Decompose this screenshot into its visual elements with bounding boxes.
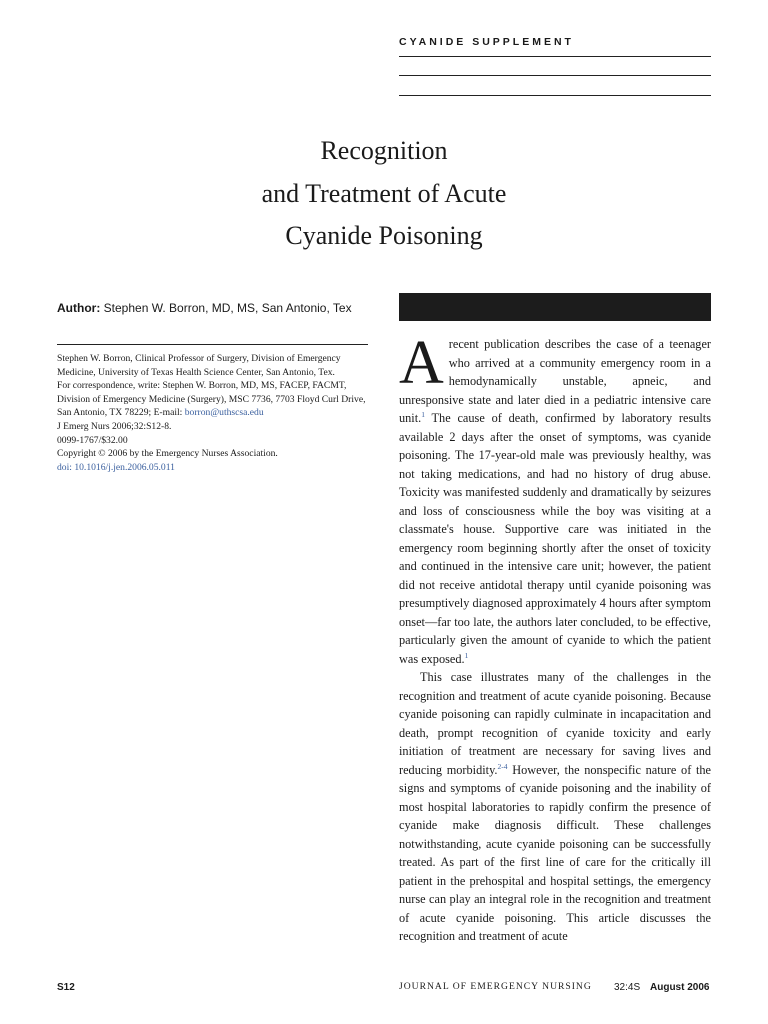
- article-body: [399, 329, 711, 946]
- correspondence-text: For correspondence, write: Stephen W. Borron, MD, MS, FACEP, FACMT, Division of Emergency Medicine (Surgery), MSC 7736, 7703 Floyd Curl Drive, San Antonio, TX 78229; E-mail:: [57, 380, 366, 419]
- title-line-3: Cyanide Poisoning: [285, 221, 483, 250]
- reference-link[interactable]: 2-4: [497, 761, 508, 771]
- reference-link[interactable]: 1: [464, 650, 469, 660]
- doi-link[interactable]: doi: 10.1016/j.jen.2006.05.011: [57, 461, 175, 473]
- p2-text-b: However, the nonspecific nature of the signs and symptoms of cyanide poisoning and the inability of most hospital laboratories to rapidly confirm the presence of cyanide make diagnosis difficult. These challenges notwithstanding, acute cyanide poisoning can be successfully treated. As part of the first line of care for the critically ill patient in the prehospital and hospital settings, the emergency nurse can play an integral role in the recognition and treatment of acute cyanide poisoning. This article discusses the recognition and treatment of acute: [399, 762, 711, 943]
- correspondence: [57, 379, 369, 420]
- email-link[interactable]: borron@uthscsa.edu: [184, 407, 264, 419]
- p2-text-a: This case illustrates many of the challenges in the recognition and treatment of acute cyanide poisoning. Because cyanide poisoning can rapidly culminate in incapacitation and death, prompt recognition of cyanide toxicity and early initiation of treatment are necessary for saving lives and reducing morbidity.: [399, 670, 711, 777]
- article-title: [0, 130, 768, 258]
- author-bio: Stephen W. Borron, Clinical Professor of Surgery, Division of Emergency Medicine, University of Texas Health Science Center, San Antonio, Tex.: [57, 353, 341, 378]
- author-label: Author:: [57, 301, 101, 315]
- issue-date: August 2006: [650, 982, 710, 993]
- header-rule-1: [399, 56, 711, 57]
- journal-name: JOURNAL OF EMERGENCY NURSING: [399, 981, 592, 992]
- author-name: Stephen W. Borron, MD, MS, San Antonio, Tex: [103, 301, 352, 315]
- author-rule: [57, 344, 368, 345]
- header-rule-2: [399, 75, 711, 76]
- p1-text-a: recent publication describes the case of a teenager who arrived at a community emergency room in a hemodynamically unstable, apneic, and unresponsive state and later died in a pediatric intensive care unit.: [399, 337, 711, 425]
- volume-issue: 32:4S: [614, 982, 641, 993]
- issn: 0099-1767/$32.00: [57, 434, 128, 446]
- copyright: Copyright © 2006 by the Emergency Nurses Association.: [57, 448, 278, 460]
- section-header: CYANIDE SUPPLEMENT: [399, 36, 574, 48]
- decorative-bar: [399, 293, 711, 321]
- header-rule-3: [399, 95, 711, 96]
- journal-citation: J Emerg Nurs 2006;32:S12-8.: [57, 420, 172, 432]
- page-number: S12: [57, 982, 75, 993]
- paragraph-2: [399, 668, 711, 946]
- author-line: [57, 301, 352, 315]
- reference-link[interactable]: 1: [421, 409, 425, 419]
- drop-cap: A: [399, 329, 444, 397]
- title-line-1: Recognition: [320, 136, 448, 165]
- affiliation-block: [57, 352, 369, 474]
- title-line-2: and Treatment of Acute: [261, 178, 507, 208]
- p1-text-b: The cause of death, confirmed by laboratory results available 2 days after the onset of symptoms, was cyanide poisoning. The 17-year-old male was previously healthy, was not taking medications, and had no history of drug abuse. Toxicity was manifested suddenly and dramatically by seizures and loss of consciousness while the boy was visiting at a classmate's house. Supportive care was initiated in the emergency room beginning shortly after the onset of toxicity and continued in the intensive care unit; however, the patient did not receive antidotal therapy until cyanide poisoning was presumptively diagnosed approximately 4 hours after symptom onset—far too late, the authors later concluded, to be effective, particularly given the amount of cyanide to which the patient was exposed.: [399, 411, 711, 666]
- paragraph-1: [399, 329, 711, 668]
